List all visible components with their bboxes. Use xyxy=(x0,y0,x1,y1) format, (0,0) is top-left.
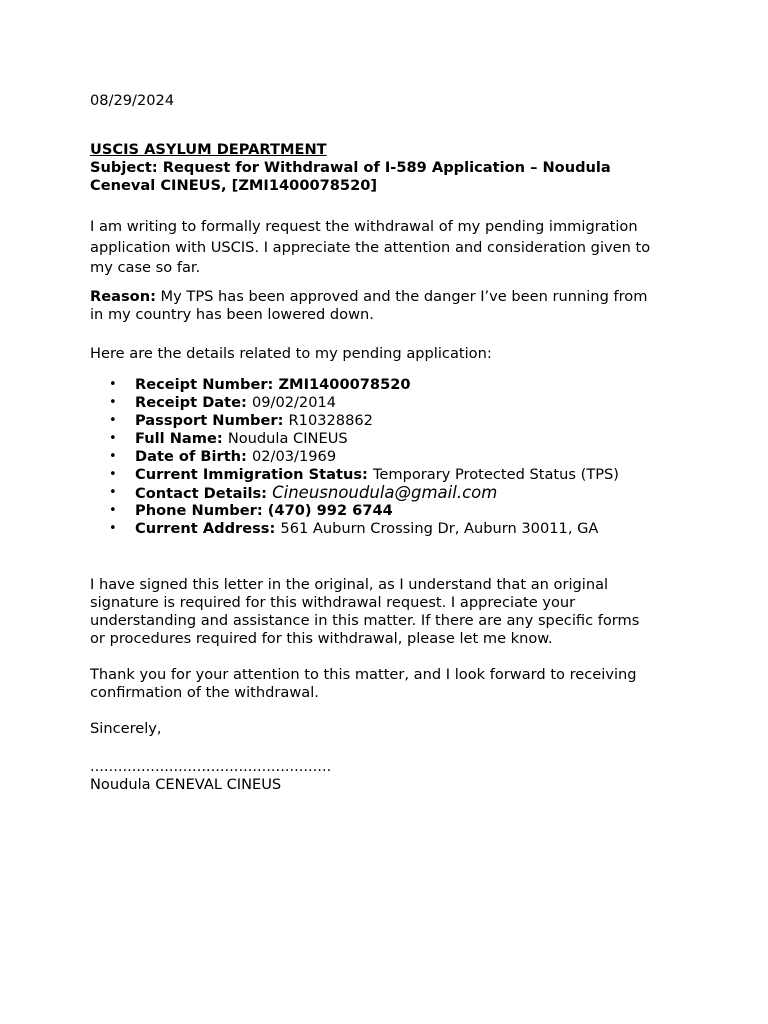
detail-label: Phone Number: xyxy=(135,501,268,519)
recipient-department: USCIS ASYLUM DEPARTMENT xyxy=(90,141,327,158)
detail-immigration-status xyxy=(90,466,690,484)
bullet-icon: • xyxy=(109,376,117,392)
detail-value: Temporary Protected Status (TPS) xyxy=(372,465,619,483)
bullet-icon: • xyxy=(109,520,117,536)
details-list xyxy=(90,376,690,538)
detail-label: Current Immigration Status: xyxy=(135,465,373,483)
detail-label: Current Address: xyxy=(135,519,281,537)
detail-receipt-number xyxy=(90,376,690,394)
intro-line-3: my case so far. xyxy=(90,259,201,276)
signature-note-paragraph xyxy=(90,576,690,648)
subject-line-1: Subject: Request for Withdrawal of I-589 Application – Noudula xyxy=(90,159,611,176)
letter-page xyxy=(90,92,690,794)
detail-label: Full Name: xyxy=(135,429,228,447)
detail-label: Contact Details: xyxy=(135,484,273,502)
detail-label: Passport Number: xyxy=(135,411,289,429)
reason-label: Reason: xyxy=(90,287,156,305)
detail-value: 09/02/2014 xyxy=(251,393,337,411)
detail-value: Noudula CINEUS xyxy=(227,429,348,447)
bullet-icon: • xyxy=(109,430,117,446)
thanks-line-1: Thank you for your attention to this matter, and I look forward to receiving xyxy=(90,665,637,683)
note-line-1: I have signed this letter in the original, as I understand that an original xyxy=(90,575,609,593)
detail-label: Date of Birth: xyxy=(135,447,252,465)
detail-email-value: Cineusnoudula@gmail.com xyxy=(272,482,498,502)
intro-line-2: application with USCIS. I appreciate the attention and consideration given to xyxy=(90,238,651,256)
bullet-icon: • xyxy=(109,412,117,428)
bullet-icon: • xyxy=(109,448,117,464)
reason-text-1: My TPS has been approved and the danger I’ve been running from xyxy=(155,287,648,305)
note-line-2: signature is required for this withdrawal request. I appreciate your xyxy=(90,593,576,611)
detail-label: Receipt Number: xyxy=(135,375,279,393)
signature-line: .................................................... xyxy=(90,757,332,775)
detail-value: (470) 992 6744 xyxy=(267,501,393,519)
subject-line-2: Ceneval CINEUS, [ZMI1400078520] xyxy=(90,177,378,194)
note-line-3: understanding and assistance in this matter. If there are any specific forms xyxy=(90,611,640,629)
detail-passport-number xyxy=(90,412,690,430)
intro-line-1: I am writing to formally request the withdrawal of my pending immigration xyxy=(90,218,638,235)
bullet-icon: • xyxy=(109,394,117,410)
detail-date-of-birth xyxy=(90,448,690,466)
detail-full-name xyxy=(90,430,690,448)
detail-contact-details xyxy=(90,484,690,502)
thanks-line-2: confirmation of the withdrawal. xyxy=(90,683,319,701)
subject-heading xyxy=(90,159,690,195)
detail-value: 02/03/1969 xyxy=(251,447,337,465)
reason-line-2: in my country has been lowered down. xyxy=(90,306,374,323)
note-line-4: or procedures required for this withdrawal, please let me know. xyxy=(90,629,553,647)
bullet-icon: • xyxy=(109,502,117,518)
reason-paragraph xyxy=(90,288,690,325)
detail-receipt-date xyxy=(90,394,690,412)
detail-current-address xyxy=(90,520,690,538)
detail-phone-number xyxy=(90,502,690,520)
details-intro: Here are the details related to my pending application: xyxy=(90,344,492,362)
detail-label: Receipt Date: xyxy=(135,393,252,411)
bullet-icon: • xyxy=(109,466,117,482)
signature-name: Noudula CENEVAL CINEUS xyxy=(90,775,282,793)
detail-value: 561 Auburn Crossing Dr, Auburn 30011, GA xyxy=(280,519,599,537)
detail-value: ZMI1400078520 xyxy=(278,375,411,393)
intro-paragraph xyxy=(90,217,690,279)
thanks-paragraph xyxy=(90,666,690,702)
detail-value: R10328862 xyxy=(288,411,373,429)
reason-line-1 xyxy=(90,288,690,307)
letter-date: 08/29/2024 xyxy=(90,92,175,109)
closing: Sincerely, xyxy=(90,719,162,737)
bullet-icon: • xyxy=(109,484,117,500)
